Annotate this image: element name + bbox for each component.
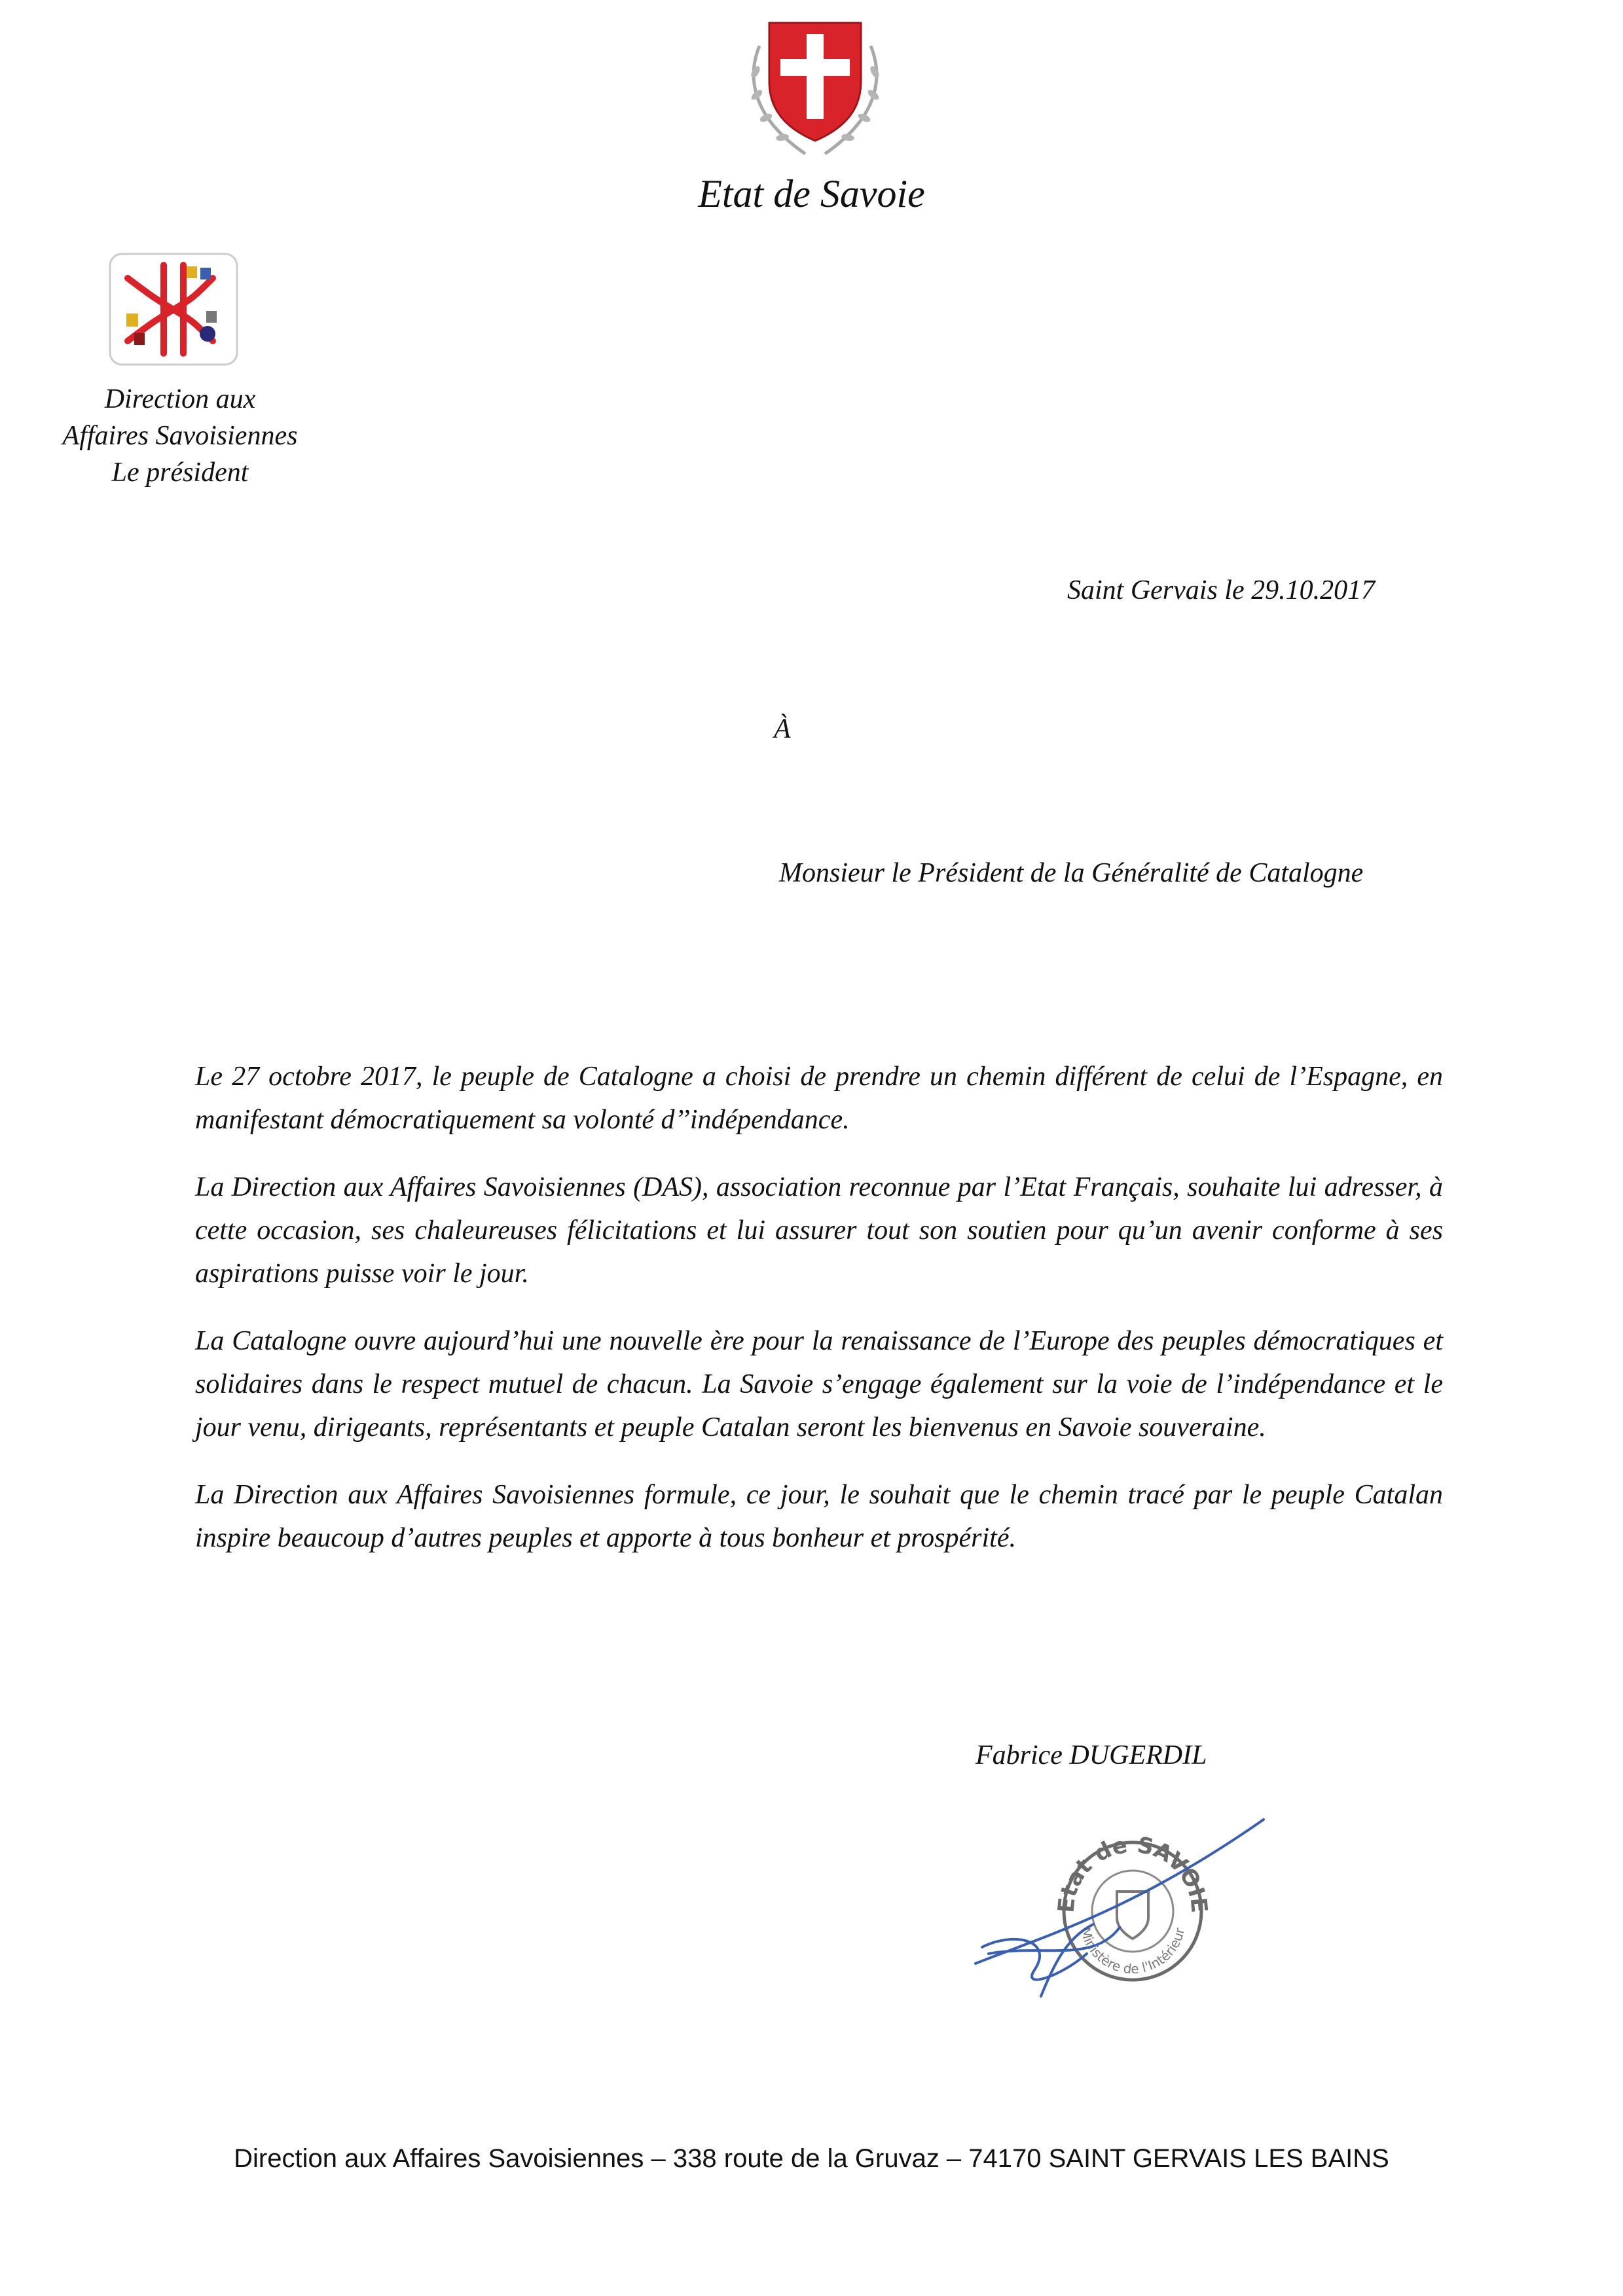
state-title: Etat de Savoie: [698, 172, 925, 215]
signature-stamp: [962, 1813, 1277, 2009]
sender-line: Direction aux: [104, 384, 256, 414]
recipient-line: Monsieur le Président de la Généralité de Catalogne: [779, 858, 1364, 888]
addressee-marker: À: [774, 714, 791, 744]
body-paragraph: La Direction aux Affaires Savoisiennes formule, ce jour, le souhait que le chemin tracé par le peuple Catalan inspire beaucoup d’autres peuples et apporte à tous bonheur et prospérité.: [195, 1480, 1443, 1553]
sender-line: Le président: [111, 457, 249, 488]
body-paragraph: Le 27 octobre 2017, le peuple de Catalogne a choisi de prendre un chemin différent de celui de l’Espagne, en manifestant démocratiquement sa volonté d’’indépendance.: [195, 1062, 1443, 1135]
das-logo-icon: [108, 252, 239, 367]
sender-block: [39, 381, 321, 491]
sender-line: Affaires Savoisiennes: [62, 421, 298, 451]
svg-text:Etat de SAVOIE: [1053, 1832, 1212, 1914]
body-paragraph: La Direction aux Affaires Savoisiennes (DAS), association reconnue par l’Etat Français, souhaite lui adresser, à cette occasion, ses chaleureuses félicitations et lui assurer tout son soutien pour qu’un avenir conforme à ses aspirations puisse voir le jour.: [195, 1172, 1443, 1289]
footer-address: Direction aux Affaires Savoisiennes – 338 route de la Gruvaz – 74170 SAINT GERVAIS LES BAINS: [234, 2144, 1389, 2173]
letter-body: [195, 1055, 1443, 1584]
body-paragraph: La Catalogne ouvre aujourd’hui une nouvelle ère pour la renaissance de l’Europe des peuples démocratiques et solidaires dans le respect mutuel de chacun. La Savoie s’engage également sur la voie de l’indépendance et le jour venu, dirigeants, représentants et peuple Catalan seront les bienvenus en Savoie souveraine.: [195, 1326, 1443, 1443]
stamp-top-text: Etat de SAVOIE: [1053, 1831, 1213, 1914]
date-line: Saint Gervais le 29.10.2017: [1067, 575, 1376, 605]
signatory-name: Fabrice DUGERDIL: [976, 1740, 1207, 1770]
savoy-coat-of-arms-icon: [733, 20, 897, 160]
stamp-bottom-text: Ministère de l'Intérieur: [1077, 1926, 1188, 1977]
